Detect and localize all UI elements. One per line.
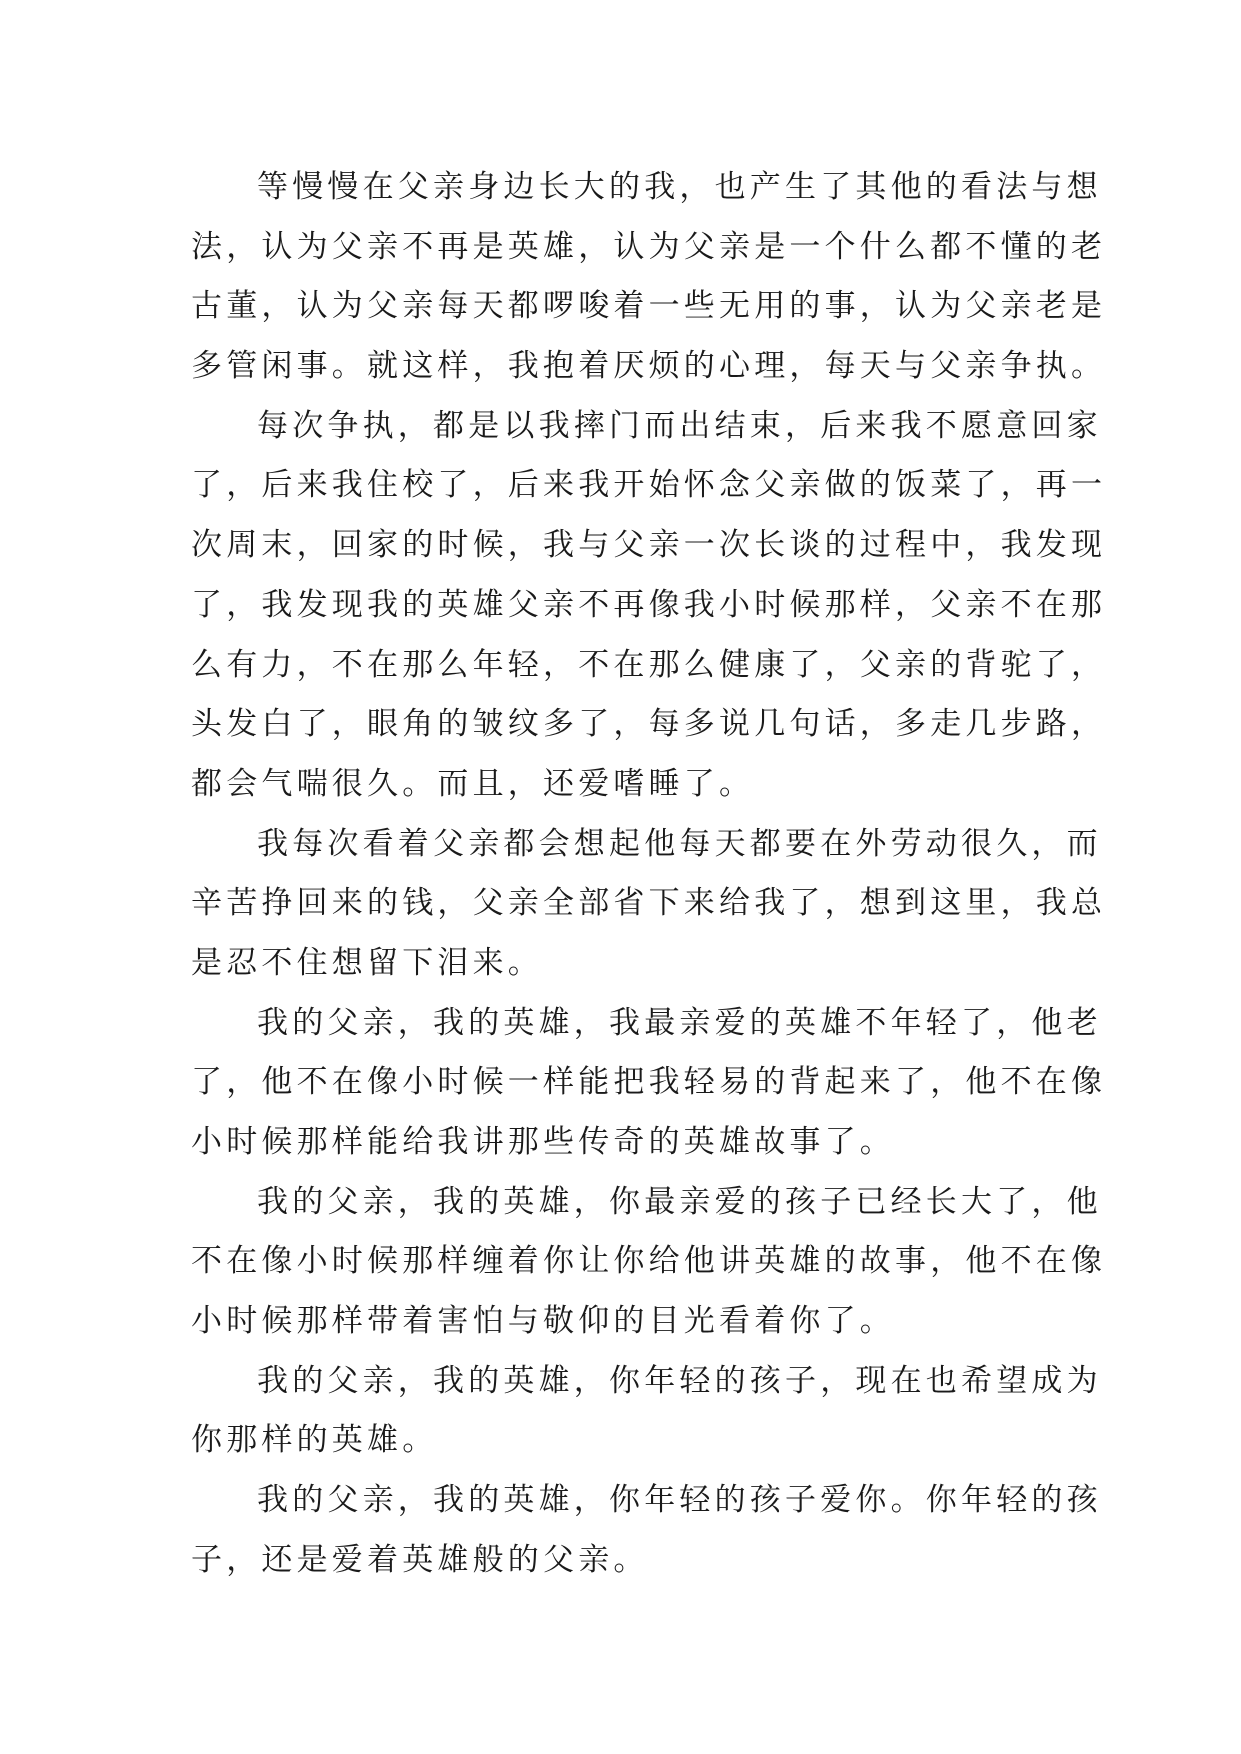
text-line: 每次争执，都是以我摔门而出结束，后来我不愿意回家 (257, 407, 1102, 444)
paragraph-6 (191, 1352, 1102, 1471)
text-line: 次周末，回家的时候，我与父亲一次长谈的过程中，我发现 (191, 527, 1107, 564)
text-line: 不在像小时候那样缠着你让你给他讲英雄的故事，他不在像 (191, 1243, 1107, 1280)
text-line: 多管闲事。就这样，我抱着厌烦的心理，每天与父亲争执。 (191, 348, 1107, 385)
paragraph-7 (191, 1471, 1102, 1590)
text-line: 我的父亲，我的英雄，我最亲爱的英雄不年轻了，他老 (257, 1004, 1102, 1041)
text-line: 辛苦挣回来的钱，父亲全部省下来给我了，想到这里，我总 (191, 885, 1107, 922)
text-line: 小时候那样带着害怕与敬仰的目光看着你了。 (191, 1303, 895, 1340)
text-line: 等慢慢在父亲身边长大的我，也产生了其他的看法与想 (257, 169, 1102, 205)
text-line: 头发白了，眼角的皱纹多了，每多说几句话，多走几步路， (191, 706, 1107, 743)
paragraph-4 (191, 994, 1107, 1173)
text-line: 我的父亲，我的英雄，你年轻的孩子，现在也希望成为 (257, 1362, 1102, 1399)
text-line: 小时候那样能给我讲那些传奇的英雄故事了。 (191, 1124, 895, 1160)
text-line: 么有力，不在那么年轻，不在那么健康了，父亲的背驼了， (191, 646, 1107, 683)
text-line: 都会气喘很久。而且，还爱嗜睡了。 (191, 765, 755, 802)
document-body (191, 158, 1107, 1591)
text-line: 你那样的英雄。 (191, 1422, 438, 1459)
text-line: 子，还是爱着英雄般的父亲。 (191, 1541, 649, 1578)
paragraph-2 (191, 397, 1107, 815)
text-line: 我每次看着父亲都会想起他每天都要在外劳动很久，而 (257, 825, 1102, 862)
text-line: 是忍不住想留下泪来。 (191, 944, 543, 981)
text-line: 我的父亲，我的英雄，你年轻的孩子爱你。你年轻的孩 (257, 1482, 1102, 1519)
text-line: 了，后来我住校了，后来我开始怀念父亲做的饭菜了，再一 (191, 467, 1107, 504)
text-line: 古董，认为父亲每天都啰唆着一些无用的事，认为父亲老是 (191, 288, 1107, 325)
paragraph-1 (191, 158, 1107, 397)
text-line: 我的父亲，我的英雄，你最亲爱的孩子已经长大了，他 (257, 1183, 1102, 1220)
text-line: 了，他不在像小时候一样能把我轻易的背起来了，他不在像 (191, 1064, 1107, 1101)
paragraph-5 (191, 1173, 1107, 1352)
paragraph-3 (191, 815, 1107, 994)
text-line: 法，认为父亲不再是英雄，认为父亲是一个什么都不懂的老 (191, 228, 1107, 265)
text-line: 了，我发现我的英雄父亲不再像我小时候那样，父亲不在那 (191, 586, 1107, 623)
